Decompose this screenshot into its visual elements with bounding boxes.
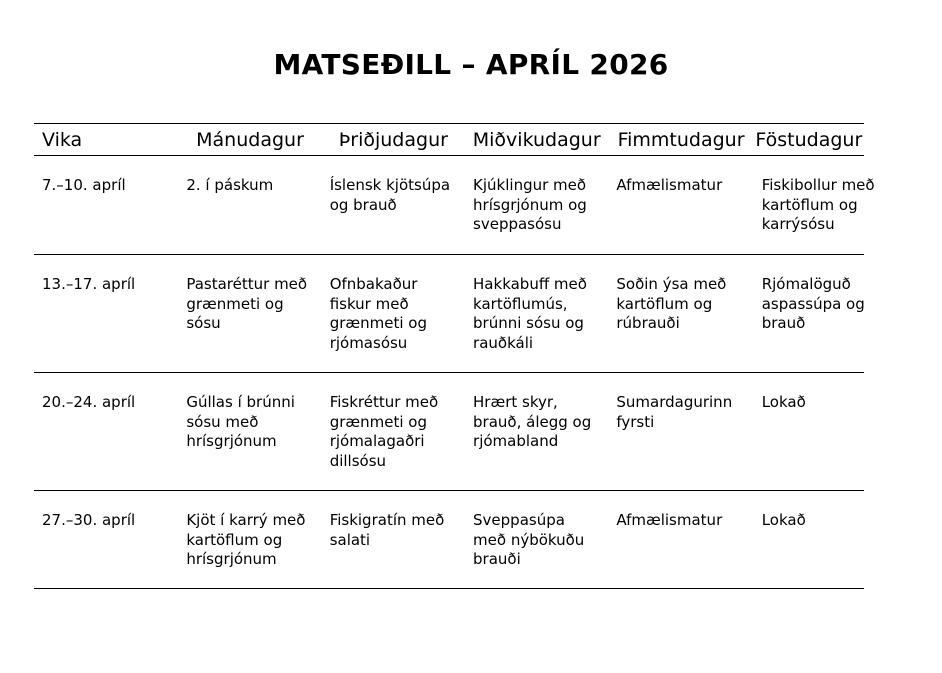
friday-cell	[754, 373, 864, 491]
thursday-cell: Afmælismatur	[608, 156, 753, 255]
wednesday-cell: Sveppasúpa með nýbökuðu brauði	[465, 491, 608, 589]
monday-cell: Pastaréttur með grænmeti og sósu	[178, 255, 321, 373]
friday-line: Lokað	[761, 511, 806, 529]
column-header-monday: Mánudagur	[178, 124, 321, 156]
tuesday-cell: Ofnbakaður fiskur með grænmeti og rjómasósu	[322, 255, 465, 373]
friday-line: aspassúpa og	[761, 294, 865, 313]
page-title: MATSEÐILL – APRÍL 2026	[273, 48, 669, 81]
column-header-wednesday: Miðvikudagur	[465, 124, 608, 156]
friday-cell	[754, 491, 864, 589]
friday-line: brauð	[761, 314, 806, 332]
table-row	[34, 491, 864, 589]
friday-line: kartöflum og	[761, 195, 858, 214]
column-header-friday: Föstudagur	[754, 124, 864, 156]
monday-cell: Gúllas í brúnni sósu með hrísgrjónum	[178, 373, 321, 491]
menu-table	[34, 123, 875, 589]
thursday-cell: Sumardagurinn fyrsti	[608, 373, 753, 491]
friday-line: Lokað	[761, 393, 806, 411]
menu-table-container	[34, 123, 875, 589]
table-row	[34, 255, 864, 373]
tuesday-cell: Fiskigratín með salati	[322, 491, 465, 589]
friday-line: karrýsósu	[761, 215, 835, 233]
thursday-cell: Afmælismatur	[608, 491, 753, 589]
friday-line: Rjómalöguð	[761, 275, 851, 293]
wednesday-cell: Hakkabuff með kartöflumús, brúnni sósu og rauðkáli	[465, 255, 608, 373]
friday-line: Fiskibollur með	[761, 176, 875, 194]
friday-cell	[754, 156, 875, 255]
week-cell: 7.–10. apríl	[34, 156, 178, 255]
column-header-week: Vika	[34, 124, 178, 156]
week-cell: 13.–17. apríl	[34, 255, 178, 373]
table-header-row	[34, 124, 864, 156]
tuesday-cell: Fiskréttur með grænmeti og rjómalagaðri dillsósu	[322, 373, 465, 491]
week-cell: 20.–24. apríl	[34, 373, 178, 491]
thursday-cell: Soðin ýsa með kartöflum og rúbrauði	[608, 255, 753, 373]
column-header-tuesday: Þriðjudagur	[322, 124, 465, 156]
tuesday-cell: Íslensk kjötsúpa og brauð	[322, 156, 465, 255]
table-row	[34, 156, 864, 255]
wednesday-cell: Kjúklingur með hrísgrjónum og sveppasósu	[465, 156, 608, 255]
table-row	[34, 373, 864, 491]
friday-cell	[754, 255, 864, 373]
wednesday-cell: Hrært skyr, brauð, álegg og rjómabland	[465, 373, 608, 491]
monday-cell: Kjöt í karrý með kartöflum og hrísgrjónum	[178, 491, 321, 589]
monday-cell: 2. í páskum	[178, 156, 321, 255]
week-cell: 27.–30. apríl	[34, 491, 178, 589]
column-header-thursday: Fimmtudagur	[608, 124, 753, 156]
